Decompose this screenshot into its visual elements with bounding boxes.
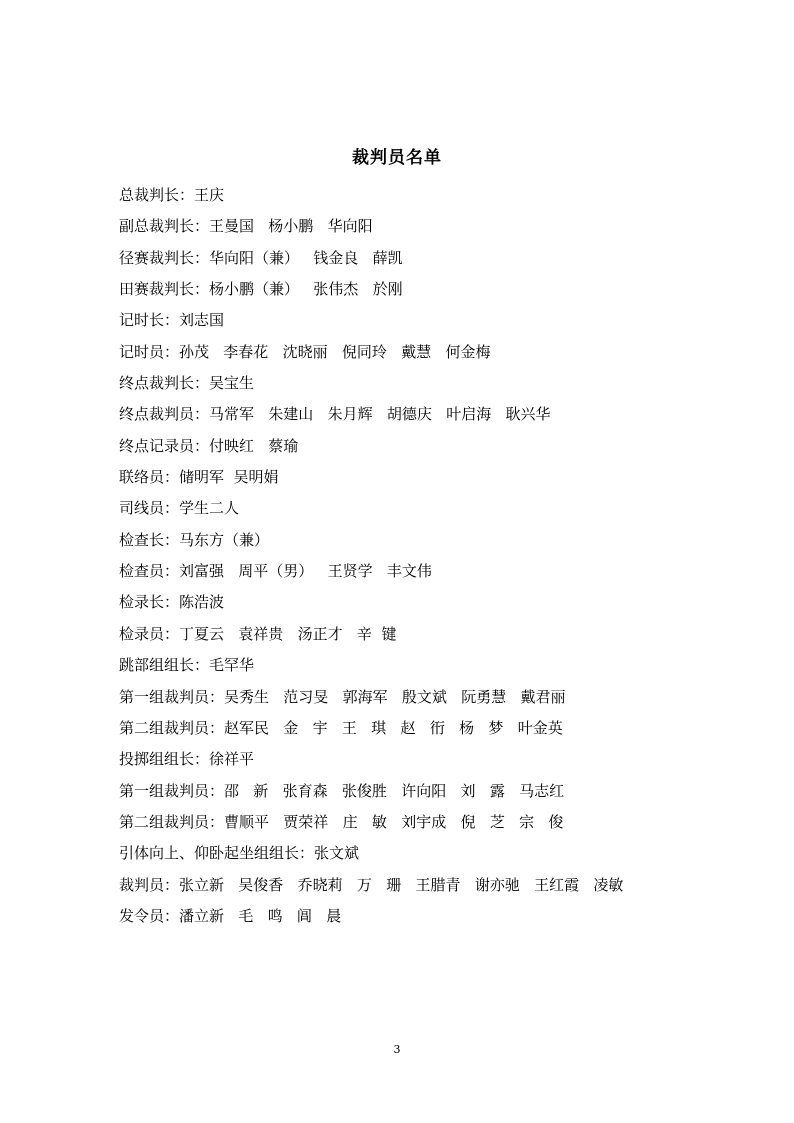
list-line: 跳部组组长：毛罕华: [119, 656, 255, 675]
list-line: 联络员：储明军 吴明娟: [119, 468, 279, 487]
list-line: 终点裁判员：马常军 朱建山 朱月辉 胡德庆 叶启海 耿兴华: [119, 405, 551, 424]
list-line: 总裁判长：王庆: [119, 186, 225, 204]
list-line: 发令员：潘立新 毛 鸣 阊 晨: [119, 906, 342, 925]
list-line: 检查员：刘富强 周平（男） 王贤学 丰文伟: [119, 562, 432, 581]
list-line: 检录员：丁夏云 袁祥贵 汤正才 辛 键: [119, 624, 397, 643]
list-line: 终点裁判长：吴宝生: [119, 374, 255, 393]
list-line: 终点记录员：付映红 蔡瑜: [119, 436, 299, 455]
list-line: 记时员：孙茂 李春花 沈晓丽 倪同玲 戴慧 何金梅: [119, 342, 491, 361]
list-line: 引体向上、仰卧起坐组组长：张文斌: [119, 844, 360, 863]
list-line: 投掷组组长：徐祥平: [119, 750, 255, 769]
list-line: 第一组裁判员：吴秀生 范习旻 郭海军 殷文斌 阮勇慧 戴君丽: [119, 687, 566, 706]
list-line: 第一组裁判员：邵 新 张育森 张俊胜 许向阳 刘 露 马志红: [119, 781, 565, 800]
list-line: 第二组裁判员：曹顺平 贾荣祥 庄 敏 刘宇成 倪 芝 宗 俊: [119, 812, 564, 831]
list-line: 检录长：陈浩波: [119, 593, 225, 612]
list-line: 检查长：马东方（兼）: [119, 530, 270, 549]
list-line: 副总裁判长：王曼国 杨小鹏 华向阳: [119, 217, 373, 236]
referee-list: [119, 180, 739, 932]
list-line: 司线员：学生二人: [119, 499, 240, 518]
list-line: 裁判员：张立新 吴俊香 乔晓莉 万 珊 王腊青 谢亦驰 王红霞 凌敏: [119, 875, 624, 894]
page-number: 3: [393, 1043, 401, 1056]
list-line: 记时长：刘志国: [119, 311, 225, 330]
list-line: 田赛裁判长：杨小鹏（兼） 张伟杰 於刚: [119, 280, 403, 299]
list-line: 第二组裁判员：赵军民 金 宇 王 琪 赵 衎 杨 梦 叶金英: [119, 718, 563, 737]
list-line: 径赛裁判长：华向阳（兼） 钱金良 薛凯: [119, 248, 403, 267]
document-title: 裁判员名单: [352, 148, 442, 168]
